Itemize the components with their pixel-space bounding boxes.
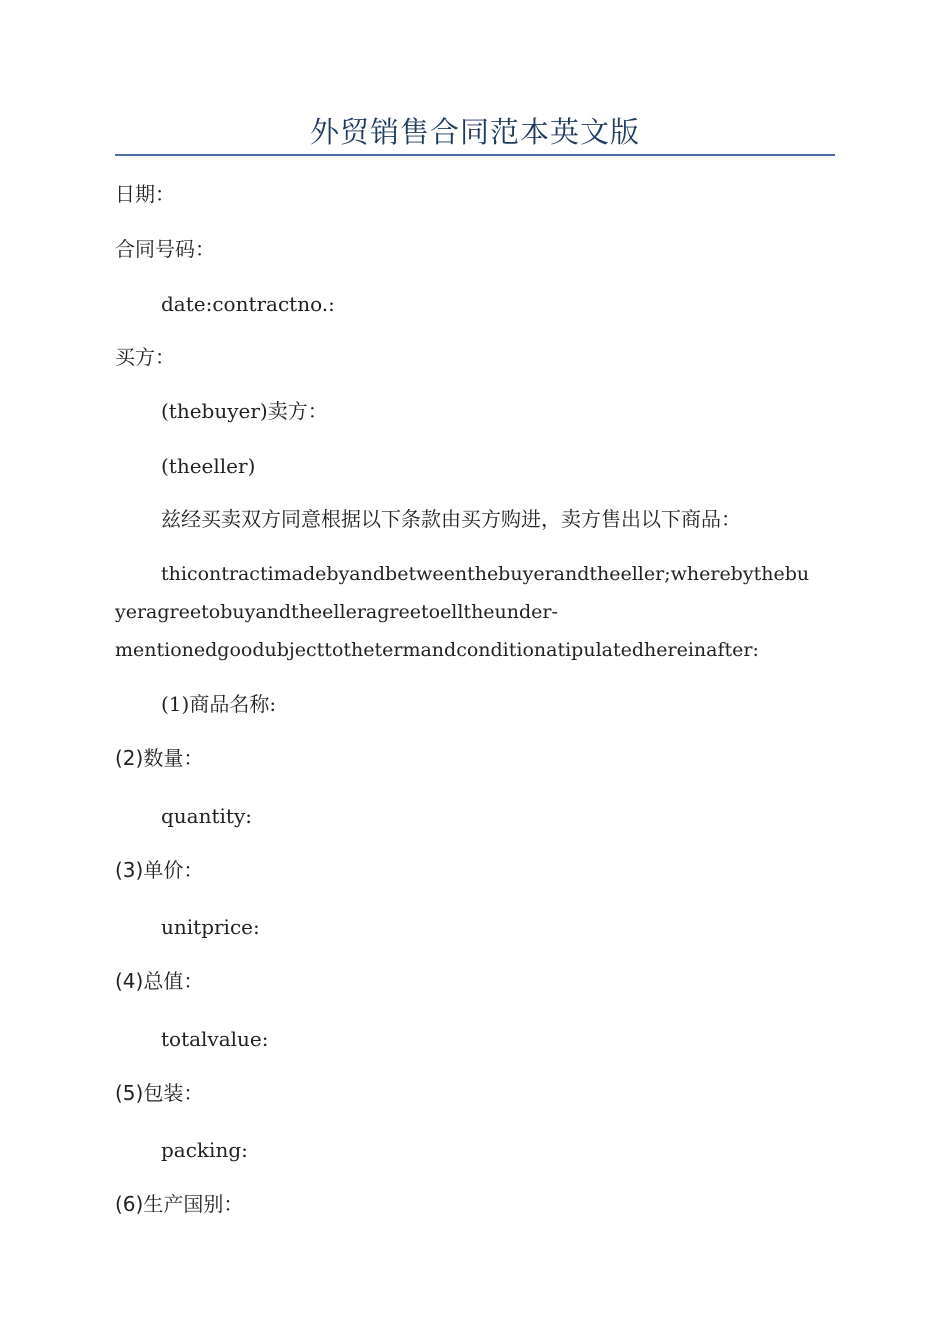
- item-4-total-value-label: (4)总值：: [115, 969, 204, 993]
- date-contract-english: date:contractno.:: [161, 292, 335, 316]
- seller-english: (theeller): [161, 454, 256, 478]
- agreement-english-line-3: mentionedgoodubjecttothetermandconditionatipulatedhereinafter:: [115, 639, 759, 661]
- item-2-quantity-label: (2)数量：: [115, 746, 204, 770]
- date-label: 日期：: [115, 182, 175, 206]
- document-title: 外贸销售合同范本英文版: [309, 115, 640, 149]
- buyer-label: 买方：: [115, 345, 175, 369]
- item-1-commodity-label: (1)商品名称:: [161, 692, 277, 716]
- agreement-english-paragraph: [115, 555, 835, 669]
- item-3-unit-price-label: (3)单价：: [115, 858, 204, 882]
- title-underline: [115, 154, 835, 156]
- agreement-chinese: 兹经买卖双方同意根据以下条款由买方购进，卖方售出以下商品：: [161, 507, 741, 531]
- item-2-quantity-english: quantity:: [161, 804, 252, 828]
- item-6-country-of-origin-label: (6)生产国别：: [115, 1192, 244, 1216]
- item-5-packing-english: packing:: [161, 1138, 248, 1162]
- agreement-english-line-2: yeragreetobuyandtheelleragreetoelltheunder-: [115, 601, 558, 623]
- buyer-english-seller-label: (thebuyer)卖方：: [161, 399, 328, 423]
- contract-number-label: 合同号码：: [115, 237, 215, 261]
- item-5-packing-label: (5)包装：: [115, 1081, 204, 1105]
- agreement-english-line-1: thicontractimadebyandbetweenthebuyerandtheeller;wherebythebu: [161, 563, 810, 585]
- item-3-unit-price-english: unitprice:: [161, 915, 260, 939]
- item-4-total-value-english: totalvalue:: [161, 1027, 269, 1051]
